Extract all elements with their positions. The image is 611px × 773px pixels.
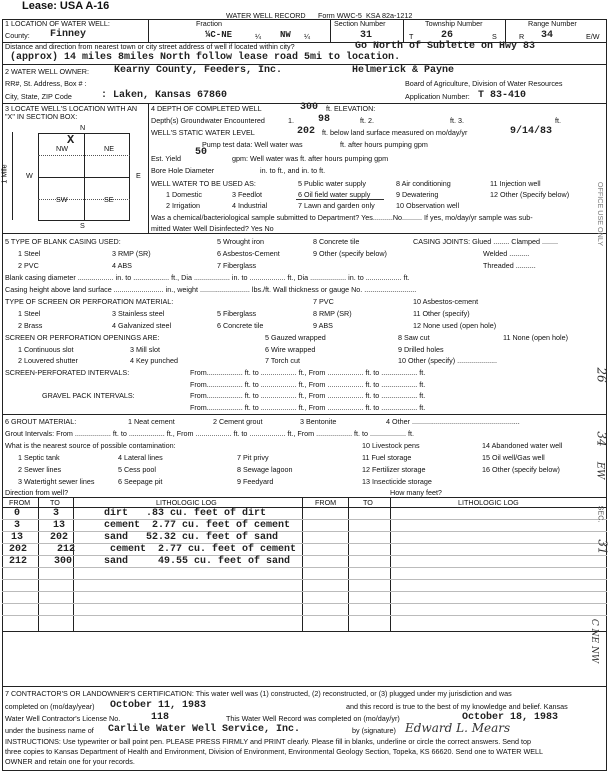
section3-label: 3 LOCATE WELL'S LOCATION WITH AN "X" IN SECTION BOX:	[5, 104, 138, 121]
record-completed-date: October 18, 1983	[462, 712, 559, 723]
bore-hole-text: in. to ft., and in. to ft.	[260, 166, 326, 175]
contamination-9: 9 Feedyard	[237, 477, 274, 486]
margin-note-range: 34	[594, 431, 609, 447]
owner-label: 2 WATER WELL OWNER:	[5, 67, 89, 76]
log-from: 212	[9, 556, 28, 567]
contamination-1: 1 Septic tank	[18, 453, 60, 462]
chemical-sample-label: Was a chemical/bacteriological sample submitted to Department? Yes..........No.......... If yes, mo/day/yr sample was sub-	[151, 213, 533, 222]
groundwater-end: ft.	[555, 116, 561, 125]
screen-9: 9 ABS	[313, 321, 333, 330]
casing-5: 5 Wrought iron	[217, 237, 265, 246]
contamination-12: 12 Fertilizer storage	[362, 465, 426, 474]
casing-joints: CASING JOINTS: Glued ........ Clamped ........	[413, 237, 558, 246]
distance-label: Distance and direction from nearest town or city street address of well if located within city?	[5, 42, 295, 51]
screen-5: 5 Fiberglass	[217, 309, 257, 318]
compass-w: W	[26, 171, 33, 180]
casing-threaded: Threaded ..........	[483, 261, 536, 270]
depth-label: 4 DEPTH OF COMPLETED WELL	[151, 104, 262, 113]
log-to: 212	[57, 544, 76, 555]
log-to: 202	[50, 532, 69, 543]
log-to: 13	[53, 520, 66, 531]
log-description: cement 2.77 cu. feet of cement	[104, 544, 297, 555]
grout-1: 1 Neat cement	[128, 417, 175, 426]
opening-7: 7 Torch cut	[265, 356, 301, 365]
use-8: 8 Air conditioning	[396, 179, 451, 188]
groundwater-3-label: ft. 3.	[450, 116, 464, 125]
compass-e: E	[136, 171, 141, 180]
application-number-label: Application Number:	[405, 92, 470, 101]
instructions-line-2: three copies to Kansas Department of Health and Environment, Division of Environment, Environmental Geology Section, Topeka, KS 66620. Send one to WATER WELL	[5, 747, 544, 756]
margin-note-location: C NE NW	[589, 618, 600, 664]
opening-11: 11 None (open hole)	[503, 333, 568, 342]
use-6: 6 Oil field water supply	[298, 190, 371, 199]
instructions-line-3: OWNER and retain one for your records.	[5, 757, 135, 766]
opening-2: 2 Louvered shutter	[18, 356, 78, 365]
static-level-date: 9/14/83	[510, 126, 553, 137]
screen-7: 7 PVC	[313, 297, 334, 306]
chemical-sample-label-2: mitted Water Well Disinfected? Yes No	[151, 224, 274, 233]
screen-12: 12 None used (open hole)	[413, 321, 497, 330]
groundwater-1-label: 1.	[288, 116, 294, 125]
screen-4: 4 Galvanized steel	[112, 321, 172, 330]
use-label: WELL WATER TO BE USED AS:	[151, 179, 256, 188]
opening-1: 1 Continuous slot	[18, 345, 74, 354]
section-number-value: 31	[360, 30, 373, 41]
opening-9: 9 Drilled holes	[398, 345, 444, 354]
bore-hole-label: Bore Hole Diameter	[151, 166, 215, 175]
casing-label: 5 TYPE OF BLANK CASING USED:	[5, 237, 121, 246]
screen-10: 10 Asbestos-cement	[413, 297, 479, 306]
groundwater-label: Depth(s) Groundwater Encountered	[151, 116, 265, 125]
contamination-label: What is the nearest source of possible contamination:	[5, 441, 176, 450]
instructions-line-1: INSTRUCTIONS: Use typewriter or ball point pen. PLEASE PRESS FIRMLY and PRINT clearly. Please fill in blanks, underline or circle the correct answers. Send top	[5, 737, 531, 746]
fraction-value-2: NW	[280, 30, 291, 40]
pump-test-text: ft. after hours pumping gpm	[340, 140, 428, 149]
business-name-label: under the business name of	[5, 726, 94, 735]
contamination-7: 7 Pit privy	[237, 453, 269, 462]
city-state-zip-label: City, State, ZIP Code	[5, 92, 72, 101]
casing-diameter: Blank casing diameter .................. in. to .................. ft., Dia .................. in. to .................. ft., Dia .................. in. to .................. ft.	[5, 273, 410, 282]
township-value: 26	[441, 30, 454, 41]
log-description: cement 2.77 cu. feet of cement	[104, 520, 291, 531]
compass-s: S	[80, 221, 85, 230]
casing-1: 1 Steel	[18, 249, 41, 258]
log-from: 202	[9, 544, 28, 555]
opening-10: 10 Other (specify) ....................	[398, 356, 498, 365]
lease-title: Lease: USA A-16	[22, 0, 110, 12]
contamination-3: 3 Watertight sewer lines	[18, 477, 95, 486]
contamination-2: 2 Sewer lines	[18, 465, 62, 474]
opening-4: 4 Key punched	[130, 356, 178, 365]
log-to-header-2: TO	[363, 498, 373, 507]
use-4: 4 Industrial	[232, 201, 268, 210]
township-s: S	[492, 32, 497, 41]
screen-2: 2 Brass	[18, 321, 43, 330]
casing-4: 4 ABS	[112, 261, 132, 270]
contamination-16: 16 Other (specify below)	[482, 465, 560, 474]
form-title: WATER WELL RECORD	[226, 11, 306, 20]
casing-3: 3 RMP (SR)	[112, 249, 151, 258]
signature: Edward L. Mears	[405, 721, 511, 735]
log-description: dirt .83 cu. feet of dirt	[104, 508, 267, 519]
use-5: 5 Public water supply	[298, 179, 366, 188]
screen-8: 8 RMP (SR)	[313, 309, 352, 318]
screen-6: 6 Concrete tile	[217, 321, 264, 330]
compass-n: N	[80, 123, 86, 132]
static-level-value: 202	[297, 126, 316, 137]
section-number-label: Section Number	[334, 19, 386, 28]
log-from-header-2: FROM	[315, 498, 337, 507]
range-value: 34	[541, 30, 554, 41]
gravel-pack-interval-1: From.................. ft. to .................. ft., From .................. ft. to .................. ft.	[190, 391, 426, 400]
gravel-pack-label: GRAVEL PACK INTERVALS:	[42, 391, 135, 400]
section1-label: 1 LOCATION OF WATER WELL:	[5, 19, 110, 28]
log-from: 0	[14, 508, 21, 519]
completed-on-label: completed on (mo/day/year)	[5, 702, 95, 711]
range-r: R	[519, 32, 525, 41]
grout-intervals: Grout Intervals: From .................. ft. to .................. ft., From .................. ft. to .................. ft., From .................. ft. to .................. ft.	[5, 429, 414, 438]
yield-label: Est. Yield	[151, 154, 181, 163]
contamination-6: 6 Seepage pit	[118, 477, 163, 486]
log-lithologic-header: LITHOLOGIC LOG	[156, 498, 217, 507]
log-from-header: FROM	[9, 498, 31, 507]
range-label: Range Number	[528, 19, 577, 28]
opening-6: 6 Wire wrapped	[265, 345, 316, 354]
groundwater-2-label: ft. 2.	[360, 116, 374, 125]
license-label: Water Well Contractor's License No.	[5, 714, 121, 723]
yield-text: gpm: Well water was ft. after hours pumping gpm	[232, 154, 389, 163]
log-from: 3	[14, 520, 21, 531]
application-number-value: T 83-410	[478, 90, 527, 101]
use-3: 3 Feedlot	[232, 190, 262, 199]
perforated-intervals-label: SCREEN-PERFORATED INTERVALS:	[5, 368, 130, 377]
city-state-zip-value: : Laken, Kansas 67860	[101, 90, 228, 101]
margin-note-township: 26	[594, 367, 609, 383]
casing-7: 7 Fiberglass	[217, 261, 257, 270]
margin-note-section: 31	[595, 539, 610, 555]
quadrant-sw: SW	[56, 195, 68, 204]
groundwater-1-value: 98	[318, 114, 331, 125]
fraction-label: Fraction	[196, 19, 222, 28]
depth-value: 300	[300, 102, 319, 113]
office-use-label: OFFICE USE ONLY	[596, 181, 606, 247]
pump-test-label: Pump test data: Well water was	[202, 140, 303, 149]
grout-3: 3 Bentonite	[300, 417, 337, 426]
contamination-5: 5 Cess pool	[118, 465, 156, 474]
casing-6: 6 Asbestos-Cement	[217, 249, 280, 258]
static-level-label: WELL'S STATIC WATER LEVEL	[151, 128, 255, 137]
license-number: 118	[151, 712, 170, 723]
distance-line-1: Go North of Sublette on Hwy 83	[355, 41, 536, 52]
elevation-label: ft. ELEVATION:	[326, 104, 376, 113]
perforated-interval-2: From.................. ft. to .................. ft., From .................. ft. to .................. ft.	[190, 380, 426, 389]
log-to: 300	[54, 556, 73, 567]
margin-note-sec: SEC.	[596, 505, 606, 523]
casing-welded: Welded ..........	[483, 249, 530, 258]
owner-name-2: Helmerick & Payne	[352, 65, 455, 76]
one-mile-label: 1 Mile	[0, 164, 9, 184]
distance-line-2: (approx) 14 miles 8miles North follow lease road 5mi to location.	[10, 52, 401, 63]
quadrant-se: SE	[104, 195, 114, 204]
screen-11: 11 Other (specify)	[413, 309, 470, 318]
use-6-underline	[296, 199, 384, 200]
yield-value: 50	[195, 147, 208, 158]
opening-5: 5 Gauzed wrapped	[265, 333, 326, 342]
casing-9: 9 Other (specify below)	[313, 249, 387, 258]
ksa-reference: KSA 82a-1212	[366, 11, 413, 20]
use-12: 12 Other (Specify below)	[490, 190, 570, 199]
contamination-15: 15 Oil well/Gas well	[482, 453, 545, 462]
log-description: sand 49.55 cu. feet of sand	[104, 556, 291, 567]
certification-label: 7 CONTRACTOR'S OR LANDOWNER'S CERTIFICATION: This water well was (1) constructed, (2) reconstructed, or (3) plugged under my jurisdiction and was	[5, 689, 512, 698]
contamination-8: 8 Sewage lagoon	[237, 465, 293, 474]
grout-2: 2 Cement grout	[213, 417, 263, 426]
grout-label: 6 GROUT MATERIAL:	[5, 417, 77, 426]
owner-name: Kearny County, Feeders, Inc.	[114, 65, 283, 76]
township-label: Township Number	[425, 19, 483, 28]
casing-height: Casing height above land surface ......................... in., weight ......................... lbs./ft. Wall thickness or gauge No. ..........................	[5, 285, 417, 294]
use-1: 1 Domestic	[166, 190, 202, 199]
completed-on-date: October 11, 1983	[110, 700, 207, 711]
county-value: Finney	[50, 29, 87, 40]
contamination-14: 14 Abandoned water well	[482, 441, 563, 450]
log-lithologic-header-2: LITHOLOGIC LOG	[458, 498, 519, 507]
margin-note-ew: EW	[594, 461, 606, 480]
opening-8: 8 Saw cut	[398, 333, 430, 342]
use-11: 11 Injection well	[490, 179, 541, 188]
log-to-header: TO	[50, 498, 60, 507]
perforated-interval-1: From.................. ft. to .................. ft., From .................. ft. to .................. ft.	[190, 368, 426, 377]
openings-label: SCREEN OR PERFORATION OPENINGS ARE:	[5, 333, 160, 342]
screen-3: 3 Stainless steel	[112, 309, 165, 318]
range-ew: E/W	[586, 32, 600, 41]
use-9: 9 Dewatering	[396, 190, 439, 199]
well-location-mark: X	[67, 133, 75, 147]
certification-text: and this record is true to the best of my knowledge and belief. Kansas	[346, 702, 568, 711]
use-10: 10 Observation well	[396, 201, 460, 210]
board-label: Board of Agriculture, Division of Water Resources	[405, 79, 563, 88]
gravel-pack-interval-2: From.................. ft. to .................. ft., From .................. ft. to .................. ft.	[190, 403, 426, 412]
use-7: 7 Lawn and garden only	[298, 201, 375, 210]
contamination-4: 4 Lateral lines	[118, 453, 163, 462]
township-t: T	[409, 32, 414, 41]
business-name: Carlile Water Well Service, Inc.	[108, 724, 301, 735]
contamination-13: 13 Insecticide storage	[362, 477, 432, 486]
contamination-11: 11 Fuel storage	[362, 453, 412, 462]
form-number: Form WWC-5	[318, 11, 362, 20]
casing-8: 8 Concrete tile	[313, 237, 360, 246]
log-description: sand 52.32 cu. feet of sand	[104, 532, 279, 543]
casing-2: 2 PVC	[18, 261, 39, 270]
county-label: County:	[5, 31, 30, 40]
rr-address-label: RR#, St. Address, Box # :	[5, 79, 87, 88]
screen-label: TYPE OF SCREEN OR PERFORATION MATERIAL:	[5, 297, 174, 306]
signature-label: by (signature)	[352, 726, 396, 735]
log-from: 13	[11, 532, 24, 543]
record-completed-label: This Water Well Record was completed on (mo/day/yr)	[226, 714, 400, 723]
contamination-10: 10 Livestock pens	[362, 441, 420, 450]
direction-label: Direction from well?	[5, 488, 69, 497]
use-2: 2 Irrigation	[166, 201, 200, 210]
grout-4: 4 Other ......................................................	[386, 417, 520, 426]
how-many-feet-label: How many feet?	[390, 488, 442, 497]
fraction-quarter-1: ¼	[255, 32, 261, 41]
fraction-value-1: ¼C-NE	[205, 30, 233, 40]
fraction-quarter-2: ¼	[304, 32, 310, 41]
screen-1: 1 Steel	[18, 309, 41, 318]
static-level-text: ft. below land surface measured on mo/day/yr	[322, 128, 468, 137]
quadrant-ne: NE	[104, 144, 114, 153]
quadrant-nw: NW	[56, 144, 68, 153]
opening-3: 3 Mill slot	[130, 345, 160, 354]
log-to: 3	[53, 508, 60, 519]
